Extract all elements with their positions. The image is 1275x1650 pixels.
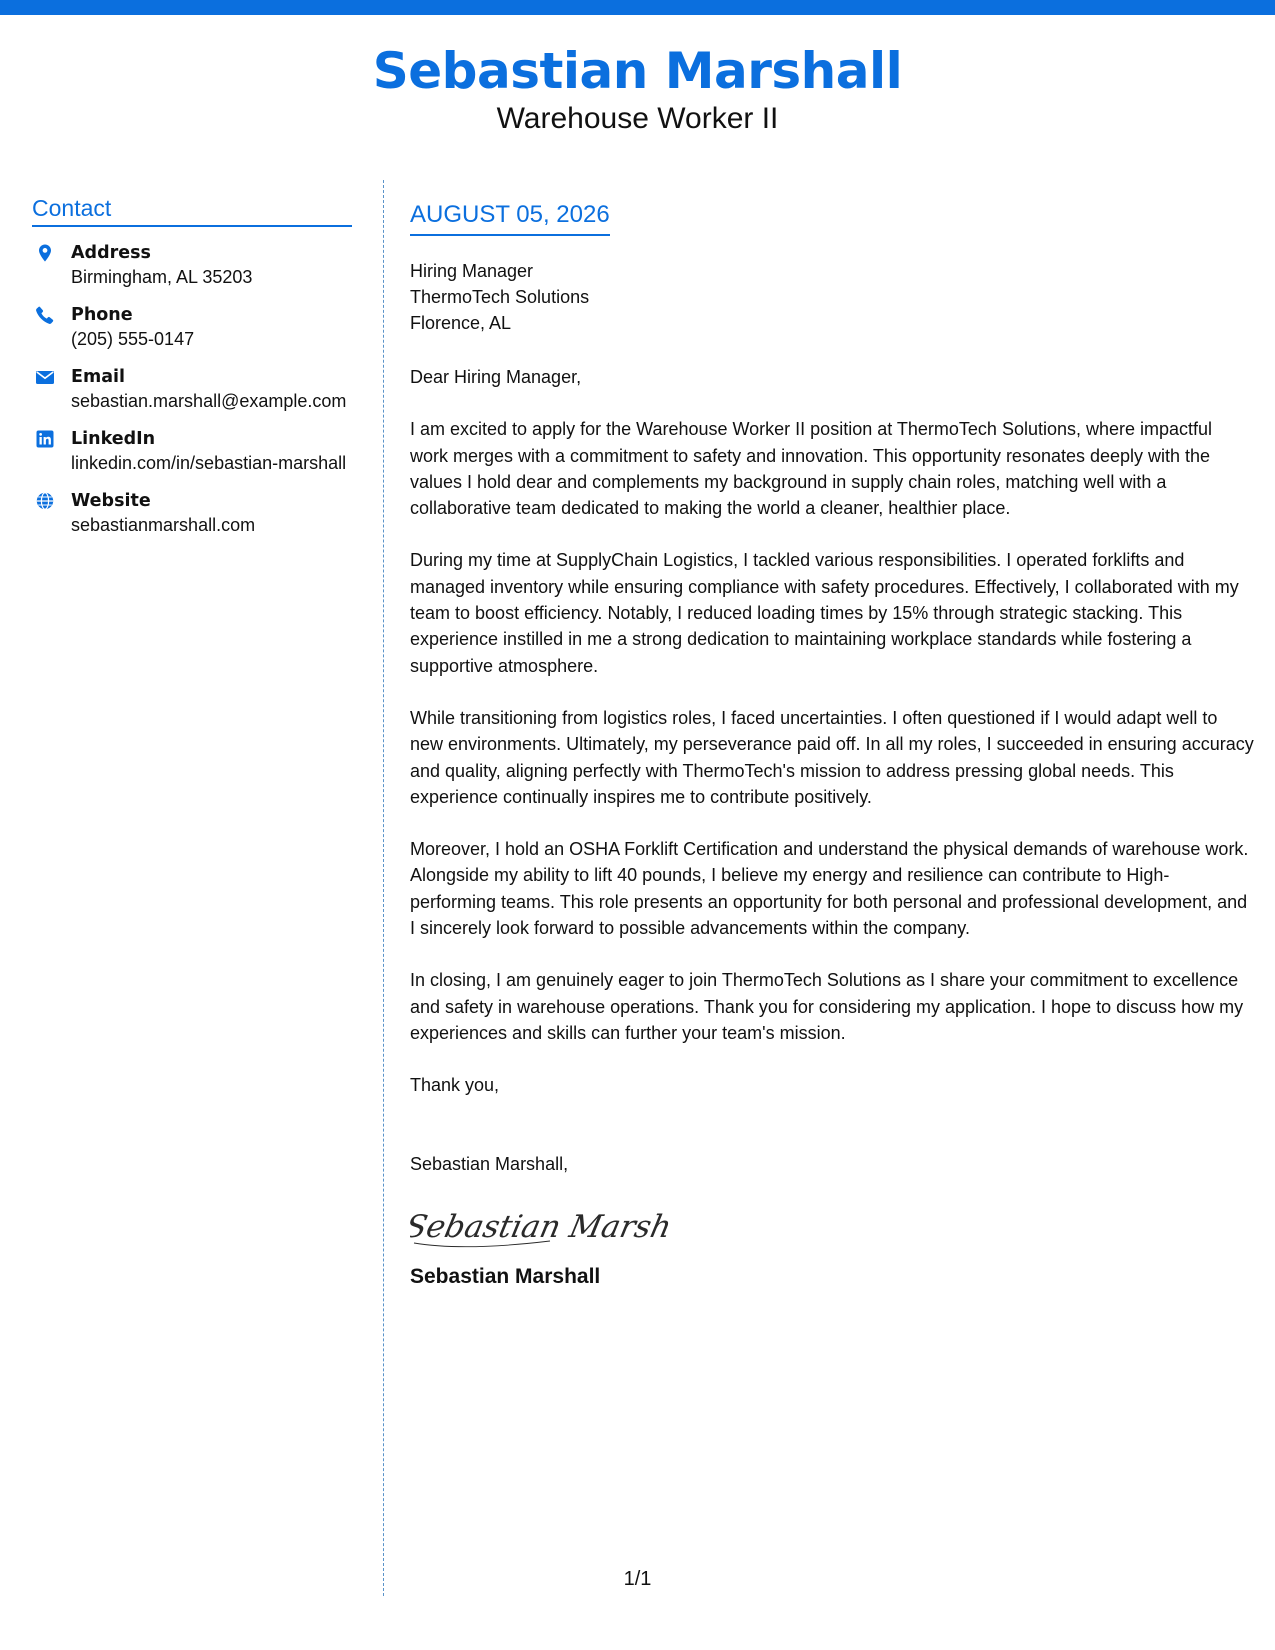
- contact-item-website: [32, 489, 352, 537]
- recipient-line: Hiring Manager: [410, 261, 534, 281]
- phone-value: (205) 555-0147: [71, 329, 195, 349]
- signature-text: Sebastian Marsh: [410, 1209, 675, 1245]
- job-title: Warehouse Worker II: [496, 102, 779, 135]
- body-paragraph: Moreover, I hold an OSHA Forklift Certification and understand the physical demands of warehouse work. Alongside my ability to lift 40 pounds, I believe my energy and resilience can contribute to High-performing teams. This role presents an opportunity for both personal and professional development, and I sincerely look forward to possible advancements within the company.: [410, 839, 1249, 939]
- page-number: 1/1: [623, 1568, 652, 1590]
- column-divider: [383, 180, 384, 1596]
- email-label: Email: [71, 367, 125, 387]
- top-accent-bar: [0, 0, 1275, 15]
- typed-name: Sebastian Marshall: [410, 1264, 601, 1288]
- handwritten-signature: [410, 1197, 1255, 1257]
- globe-icon: [35, 491, 55, 511]
- recipient-line: Florence, AL: [410, 313, 512, 333]
- contact-item-address: [32, 241, 352, 289]
- contact-item-linkedin: [32, 427, 352, 475]
- body-paragraph: In closing, I am genuinely eager to join ThermoTech Solutions as I share your commitment to excellence and safety in warehouse operations. Thank you for considering my application. I hope to discuss how my experiences and skills can further your team's mission.: [410, 970, 1244, 1043]
- envelope-icon: [35, 367, 55, 387]
- contact-heading: Contact: [32, 194, 352, 227]
- sign-off-name: Sebastian Marshall,: [410, 1153, 569, 1174]
- email-value[interactable]: sebastian.marshall@example.com: [71, 391, 347, 411]
- recipient-block: [410, 258, 1255, 336]
- salutation: Dear Hiring Manager,: [410, 367, 582, 387]
- phone-icon: [35, 305, 55, 325]
- address-label: Address: [71, 243, 151, 263]
- applicant-name: Sebastian Marshall: [372, 42, 903, 100]
- linkedin-value[interactable]: linkedin.com/in/sebastian-marshall: [71, 453, 347, 473]
- contact-sidebar: [32, 194, 352, 551]
- contact-item-phone: [32, 303, 352, 351]
- date-block: [410, 200, 610, 236]
- contact-item-email: [32, 365, 352, 413]
- body-paragraph: I am excited to apply for the Warehouse Worker II position at ThermoTech Solutions, where impactful work merges with a commitment to safety and innovation. This opportunity resonates deeply with the values I hold dear and complements my background in supply chain roles, matching well with a collaborative team dedicated to making the world a cleaner, healthier place.: [410, 419, 1213, 519]
- website-label: Website: [71, 491, 151, 511]
- location-pin-icon: [35, 243, 55, 263]
- closing: Thank you,: [410, 1075, 500, 1096]
- linkedin-icon: [35, 429, 55, 449]
- signature-drawing: [410, 1197, 710, 1257]
- letter-body: [410, 200, 1255, 1291]
- recipient-line: ThermoTech Solutions: [410, 287, 590, 307]
- letter-date: AUGUST 05, 2026: [410, 201, 610, 228]
- letter-header: [0, 40, 1275, 136]
- body-paragraph: While transitioning from logistics roles, I faced uncertainties. I often questioned if I would adapt well to new environments. Ultimately, my perseverance paid off. In all my roles, I succeeded in ensuring accuracy and quality, aligning perfectly with ThermoTech's mission to address pressing global needs. This experience continually inspires me to contribute positively.: [410, 707, 1254, 807]
- address-value: Birmingham, AL 35203: [71, 267, 253, 287]
- phone-label: Phone: [71, 305, 133, 325]
- contact-list: [32, 241, 352, 537]
- linkedin-label: LinkedIn: [71, 429, 156, 449]
- website-value[interactable]: sebastianmarshall.com: [71, 515, 256, 535]
- body-paragraph: During my time at SupplyChain Logistics, I tackled various responsibilities. I operated forklifts and managed inventory while ensuring compliance with safety procedures. Effectively, I collaborated with my team to boost efficiency. Notably, I reduced loading times by 15% through strategic stacking. This experience instilled in me a strong dedication to maintaining workplace standards while fostering a supportive atmosphere.: [410, 550, 1239, 676]
